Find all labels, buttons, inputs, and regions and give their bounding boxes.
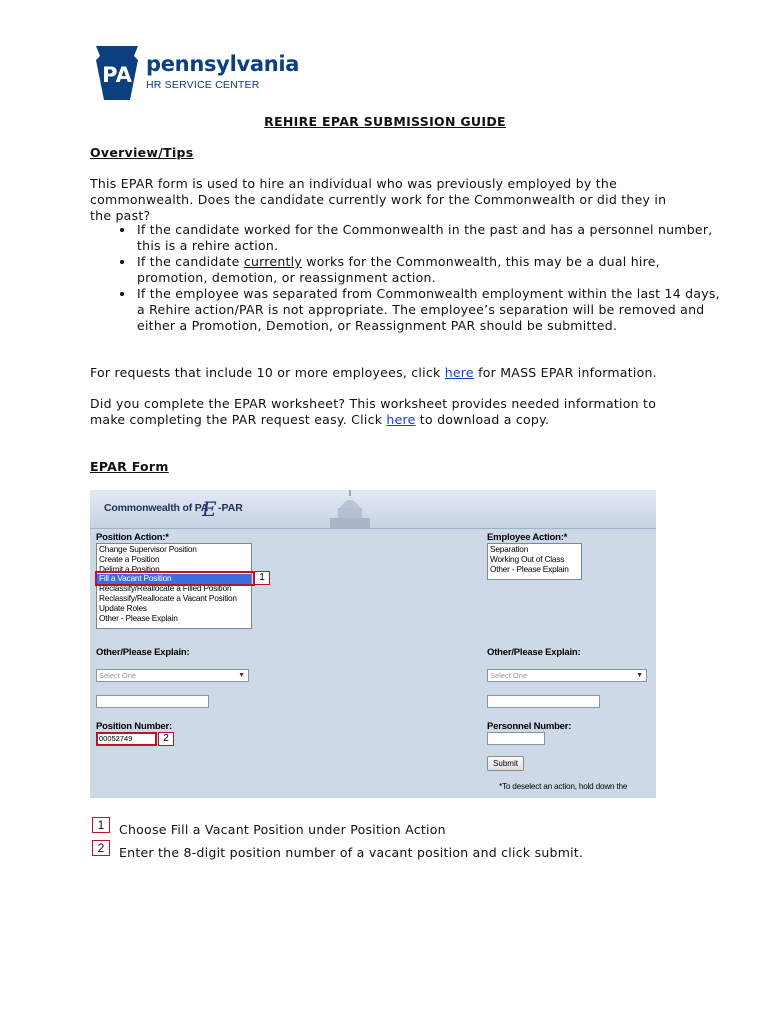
other-explain-input-left[interactable] [96,695,209,708]
tip-emphasis: currently [243,254,303,269]
mass-epar-paragraph [90,365,675,381]
position-action-option[interactable]: Create a Position [99,553,160,564]
logo-mark-text: PA [102,63,132,87]
step-1-text: Choose Fill a Vacant Position under Position Action [119,822,446,837]
tip-text-after: works for the Commonwealth, this may be a dual hire, promotion, demotion, or reassignment action. [137,254,660,285]
employee-action-label: Employee Action:* [487,532,568,543]
logo-wordmark: pennsylvania [146,52,300,76]
position-number-label: Position Number: [96,721,172,732]
worksheet-text-before: Did you complete the EPAR worksheet? This worksheet provides needed information to make completing the PAR request easy. Click [90,396,657,427]
position-action-label: Position Action:* [96,532,169,543]
tip-item [135,222,725,254]
step-2-badge: 2 [92,840,110,856]
epar-form-screenshot [90,490,656,798]
logo-subtitle: HR SERVICE CENTER [146,79,260,91]
step-2-text: Enter the 8-digit position number of a vacant position and click submit. [119,845,584,860]
overview-heading: Overview/Tips [90,145,194,160]
select-placeholder: Select One [99,671,137,680]
tip-item [135,286,725,334]
position-action-option-selected[interactable]: Fill a Vacant Position [97,574,251,584]
position-action-option[interactable]: Other - Please Explain [99,612,178,623]
other-explain-label-right: Other/Please Explain: [487,647,581,658]
tip-item [135,254,725,286]
position-action-listbox[interactable] [96,543,252,629]
position-number-input[interactable]: 00052749 [96,732,157,746]
chevron-down-icon: ▼ [636,672,643,679]
position-action-option[interactable]: Delimit a Position [99,563,160,574]
submit-button[interactable]: Submit [487,756,524,771]
highlight-box-1 [95,571,255,586]
position-action-option[interactable]: Update Roles [99,602,147,613]
worksheet-paragraph [90,396,675,428]
tip-text: If the candidate worked for the Commonwealth in the past and has a personnel number, this is a rehire action. [137,222,713,253]
mass-text-after: for MASS EPAR information. [473,365,657,380]
position-action-option[interactable]: Reclassify/Reallocate a Vacant Position [99,592,237,603]
select-placeholder: Select One [490,671,528,680]
chevron-down-icon: ▼ [238,672,245,679]
tip-text: If the employee was separated from Commonwealth employment within the last 14 days, a Rehire action/PAR is not appropriate. The employee’s separation will be removed and either a Promotion, Demotion, or Reassignment PAR should be submitted. [137,286,720,333]
mass-text-before: For requests that include 10 or more employees, click [90,365,445,380]
position-action-option[interactable]: Change Supervisor Position [99,544,197,554]
pa-keystone-logo [92,46,142,100]
banner-title: Commonwealth of PA [104,502,209,514]
employee-action-option[interactable]: Separation [490,544,529,554]
callout-1: 1 [254,571,270,585]
banner-par: -PAR [218,502,243,514]
tips-list [90,222,725,334]
personnel-number-label: Personnel Number: [487,721,572,732]
deselect-footnote: *To deselect an action, hold down the [499,782,628,791]
mass-epar-link[interactable]: here [444,365,474,380]
capitol-dome-icon [322,490,378,528]
other-explain-select-left[interactable] [96,669,249,682]
employee-action-listbox[interactable] [487,543,582,580]
epar-form-heading: EPAR Form [90,459,169,474]
other-explain-select-right[interactable] [487,669,647,682]
banner-e-logo: E [202,497,217,521]
callout-2: 2 [158,732,174,746]
employee-action-option[interactable]: Other - Please Explain [490,563,569,574]
overview-intro: This EPAR form is used to hire an individual who was previously employed by the commonwealth. Does the candidate currently work for the Commonwealth or did they in the past? [90,176,667,223]
position-action-option[interactable]: Reclassify/Reallocate a Filled Position [99,583,232,594]
worksheet-download-link[interactable]: here [386,412,416,427]
tip-text-before: If the candidate [137,254,244,269]
other-explain-label-left: Other/Please Explain: [96,647,190,658]
other-explain-input-right[interactable] [487,695,600,708]
step-1-badge: 1 [92,817,110,833]
personnel-number-input[interactable] [487,732,545,745]
document-title: REHIRE EPAR SUBMISSION GUIDE [264,114,506,129]
worksheet-text-after: to download a copy. [415,412,550,427]
employee-action-option[interactable]: Working Out of Class [490,553,565,564]
